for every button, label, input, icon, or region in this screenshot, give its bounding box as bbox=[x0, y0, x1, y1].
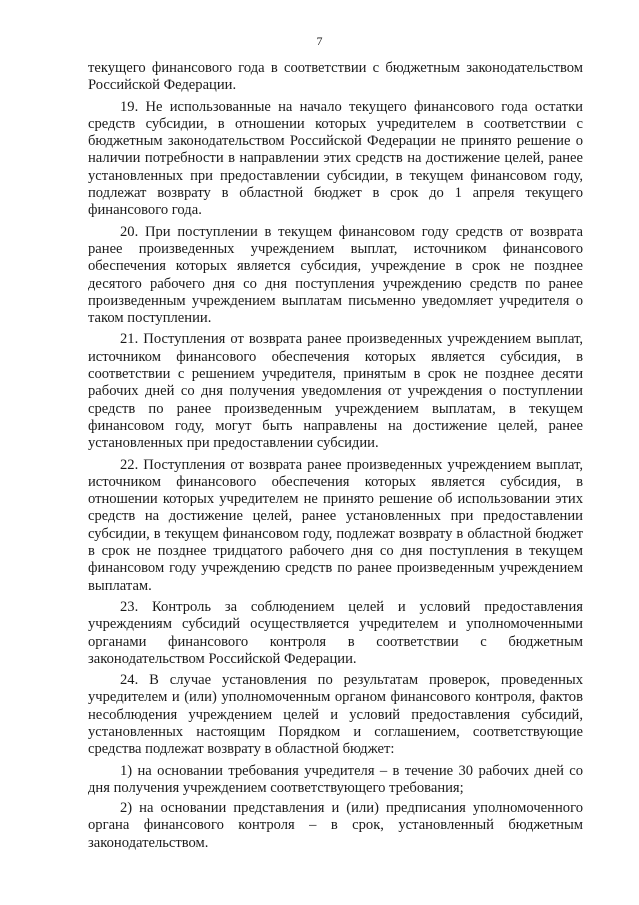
paragraph-23: 23. Контроль за соблюдением целей и условий предоставления учреждениям субсидий осуществляется учредителем и уполномоченными органами финансового контроля в соответствии с бюджетным законодательством Российской Федерации. bbox=[88, 598, 583, 667]
document-body bbox=[88, 60, 583, 855]
paragraph-20: 20. При поступлении в текущем финансовом году средств от возврата ранее произведенных учреждением выплат, источником финансового обеспечения которых является субсидия, учреждение в срок не позднее десятого рабочего дня со дня поступления учреждению средств по ранее произведенным учреждением выплатам письменно уведомляет учредителя о таком поступлении. bbox=[88, 223, 583, 327]
page-number: 7 bbox=[316, 34, 323, 48]
paragraph-21: 21. Поступления от возврата ранее произведенных учреждением выплат, источником финансового обеспечения которых является субсидия, в соответствии с решением учредителя, принятым в срок не позднее десяти рабочих дней со дня получения уведомления от учреждения о поступлении средств по ранее произведенным учреждением выплатам, в текущем финансовом году, могут быть направлены на достижение целей, ранее установленных при предоставлении субсидии. bbox=[88, 331, 583, 452]
paragraph-continuation: текущего финансового года в соответствии с бюджетным законодательством Российской Федерации. bbox=[88, 60, 583, 94]
paragraph-22: 22. Поступления от возврата ранее произведенных учреждением выплат, источником финансового обеспечения которых является субсидия, в отношении которых учредителем не принято решение об использовании этих средств на достижение целей, ранее установленных при предоставлении субсидии, в текущем финансовом году, подлежат возврату в областной бюджет в срок не позднее тридцатого рабочего дня со дня поступления в текущем финансовом году учреждению средств по ранее произведенным учреждением выплатам. bbox=[88, 456, 583, 594]
subparagraph-1: 1) на основании требования учредителя – в течение 30 рабочих дней со дня получения учреждением соответствующего требования; bbox=[88, 762, 583, 796]
paragraph-24: 24. В случае установления по результатам проверок, проведенных учредителем и (или) уполномоченным органом финансового контроля, фактов несоблюдения учреждением целей и условий предоставления субсидий, установленных настоящим Порядком и соглашением, соответствующие средства подлежат возврату в областной бюджет: bbox=[88, 672, 583, 758]
subparagraph-2: 2) на основании представления и (или) предписания уполномоченного органа финансового контроля – в срок, установленный бюджетным законодательством. bbox=[88, 800, 583, 851]
paragraph-19: 19. Не использованные на начало текущего финансового года остатки средств субсидии, в отношении которых учредителем в соответствии с бюджетным законодательством Российской Федерации не принято решение о наличии потребности в направлении этих средств на достижение целей, ранее установленных при предоставлении субсидии, в текущем финансовом году, подлежат возврату в областной бюджет в срок до 1 апреля текущего финансового года. bbox=[88, 98, 583, 219]
